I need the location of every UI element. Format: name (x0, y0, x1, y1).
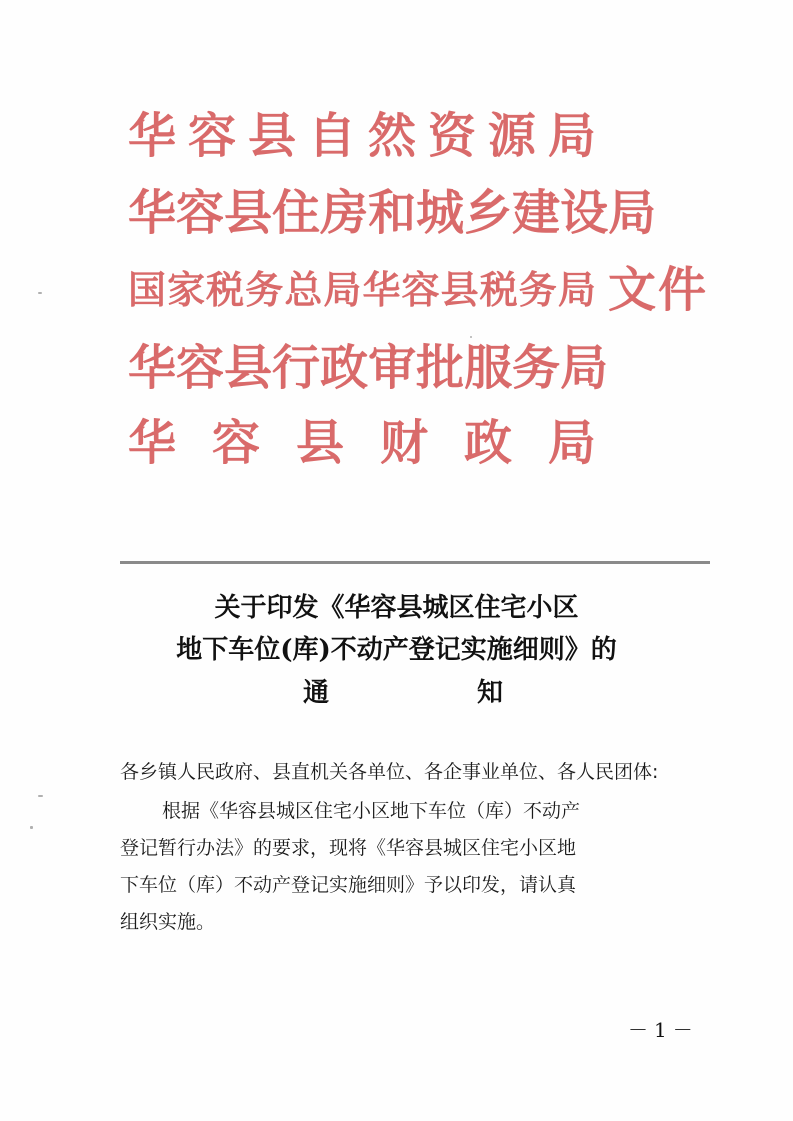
document-title-line-3 (303, 675, 503, 711)
title-char: 知 (476, 678, 503, 708)
scan-speck (470, 336, 472, 338)
issuer-char: 服 (464, 340, 513, 396)
issuer-char: 城 (416, 185, 465, 241)
issuer-char: 华 (362, 267, 401, 312)
header-separator-rule (120, 561, 710, 564)
issuer-char: 家 (167, 267, 206, 312)
issuer-name-4 (128, 340, 609, 396)
issuer-char: 华 (128, 185, 177, 241)
issuer-char: 县 (247, 108, 296, 164)
paragraph-line: 根据《华容县城区住宅小区地下车位（库）不动产 (162, 800, 581, 822)
issuer-name-3 (128, 262, 596, 318)
issuer-char: 总 (284, 267, 323, 312)
issuer-line-3 (128, 262, 708, 318)
issuer-name-5 (128, 415, 596, 471)
issuer-char: 县 (224, 185, 273, 241)
issuer-char: 国 (128, 267, 167, 312)
document-type-label: 文件 (607, 262, 708, 318)
addressee-line: 各乡镇人民政府、县直机关各单位、各企事业单位、各人民团体: (120, 761, 659, 783)
issuer-char: 行 (272, 340, 321, 396)
issuer-char: 自 (307, 108, 356, 164)
issuer-line-1 (128, 108, 708, 164)
issuer-char: 务 (518, 267, 557, 312)
issuer-char: 资 (427, 108, 476, 164)
paragraph-line: 登记暂行办法》的要求，现将《华容县城区住宅小区地 (120, 837, 577, 859)
page-number: －1－ (628, 1018, 699, 1042)
issuer-char: 容 (401, 267, 440, 312)
issuer-char: 税 (206, 267, 245, 312)
issuer-char: 政 (463, 415, 512, 471)
issuer-char: 县 (440, 267, 479, 312)
issuer-char: 华 (128, 340, 177, 396)
issuer-line-4 (128, 340, 708, 396)
issuer-char: 容 (176, 340, 225, 396)
issuer-name-1 (128, 108, 596, 164)
issuer-char: 政 (320, 340, 369, 396)
issuer-char: 华 (128, 415, 177, 471)
issuer-line-2 (128, 185, 708, 241)
issuer-char: 财 (379, 415, 428, 471)
scan-speck (30, 826, 33, 829)
issuer-name-2 (128, 185, 657, 241)
paragraph-line: 下车位（库）不动产登记实施细则》予以印发，请认真 (120, 874, 577, 896)
issuer-char: 局 (547, 415, 596, 471)
issuer-char: 务 (245, 267, 284, 312)
issuer-char: 审 (368, 340, 417, 396)
document-title-line-1: 关于印发《华容县城区住宅小区 (214, 593, 579, 623)
issuer-char: 县 (224, 340, 273, 396)
issuer-char: 容 (176, 185, 225, 241)
issuer-char: 源 (487, 108, 536, 164)
issuer-char: 局 (323, 267, 362, 312)
issuer-char: 容 (211, 415, 260, 471)
issuer-char: 住 (272, 185, 321, 241)
issuer-char: 务 (512, 340, 561, 396)
body-paragraph (120, 793, 690, 941)
issuer-line-5 (128, 415, 708, 471)
issuer-char: 县 (295, 415, 344, 471)
issuer-char: 局 (547, 108, 596, 164)
issuer-char: 批 (416, 340, 465, 396)
issuer-char: 然 (367, 108, 416, 164)
issuer-char: 建 (512, 185, 561, 241)
issuer-char: 设 (560, 185, 609, 241)
paragraph-line: 组织实施。 (120, 911, 216, 933)
issuer-char: 容 (187, 108, 236, 164)
issuer-char: 和 (368, 185, 417, 241)
issuer-char: 乡 (464, 185, 513, 241)
title-char: 通 (303, 678, 330, 708)
issuer-char: 局 (560, 340, 609, 396)
issuer-char: 局 (557, 267, 596, 312)
issuer-char: 局 (608, 185, 657, 241)
issuer-char: 税 (479, 267, 518, 312)
issuer-char: 房 (320, 185, 369, 241)
issuer-char: 华 (128, 108, 177, 164)
document-title-line-2: 地下车位(库)不动产登记实施细则》的 (176, 635, 617, 665)
scan-speck (38, 795, 43, 797)
scan-speck (38, 292, 42, 294)
